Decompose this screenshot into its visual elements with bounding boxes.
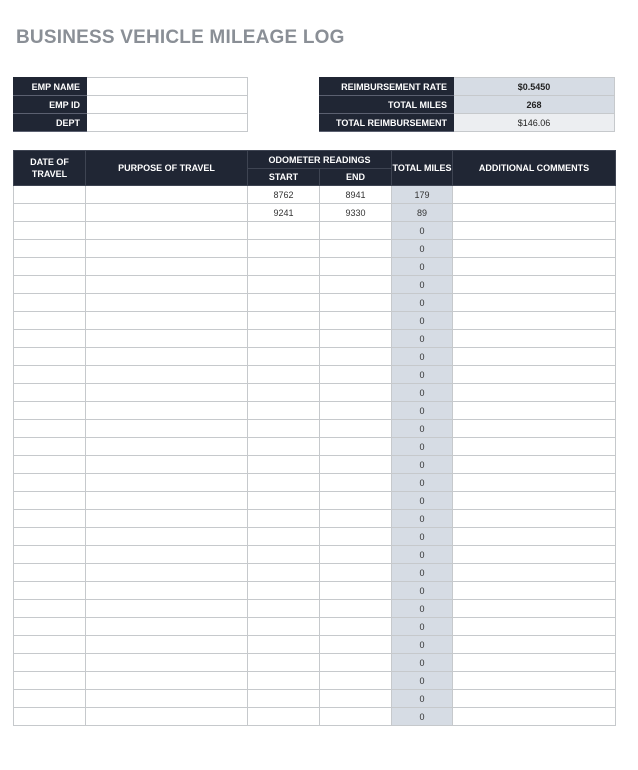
rate-label: REIMBURSEMENT RATE bbox=[320, 78, 454, 96]
purpose-cell[interactable] bbox=[86, 456, 248, 474]
table-row bbox=[14, 402, 616, 420]
date-cell[interactable] bbox=[14, 240, 86, 258]
table-row bbox=[14, 348, 616, 366]
date-cell[interactable] bbox=[14, 222, 86, 240]
end-cell[interactable]: 8941 bbox=[320, 186, 392, 204]
comments-cell[interactable] bbox=[453, 204, 616, 222]
end-cell[interactable] bbox=[320, 384, 392, 402]
end-cell[interactable] bbox=[320, 618, 392, 636]
end-cell[interactable] bbox=[320, 366, 392, 384]
purpose-cell[interactable] bbox=[86, 330, 248, 348]
start-cell[interactable] bbox=[248, 474, 320, 492]
table-row bbox=[14, 492, 616, 510]
purpose-cell[interactable] bbox=[86, 690, 248, 708]
end-cell[interactable] bbox=[320, 456, 392, 474]
date-cell[interactable] bbox=[14, 492, 86, 510]
dept-field[interactable] bbox=[87, 114, 248, 132]
purpose-cell[interactable] bbox=[86, 600, 248, 618]
start-cell[interactable] bbox=[248, 276, 320, 294]
start-cell[interactable] bbox=[248, 690, 320, 708]
start-cell[interactable] bbox=[248, 294, 320, 312]
purpose-cell[interactable] bbox=[86, 384, 248, 402]
emp-id-label: EMP ID bbox=[14, 96, 87, 114]
comments-cell[interactable] bbox=[453, 240, 616, 258]
total-reimb-value: $146.06 bbox=[454, 114, 615, 132]
table-row bbox=[14, 438, 616, 456]
header-start: START bbox=[248, 169, 320, 186]
table-row bbox=[14, 708, 616, 726]
comments-cell[interactable] bbox=[453, 330, 616, 348]
comments-cell[interactable] bbox=[453, 510, 616, 528]
start-cell[interactable] bbox=[248, 420, 320, 438]
start-cell[interactable] bbox=[248, 438, 320, 456]
emp-id-field[interactable] bbox=[87, 96, 248, 114]
table-row bbox=[14, 600, 616, 618]
comments-cell[interactable] bbox=[453, 564, 616, 582]
total-miles-cell: 0 bbox=[392, 402, 453, 420]
comments-cell[interactable] bbox=[453, 186, 616, 204]
start-cell[interactable] bbox=[248, 564, 320, 582]
total-miles-cell: 0 bbox=[392, 510, 453, 528]
start-cell[interactable] bbox=[248, 456, 320, 474]
start-cell[interactable] bbox=[248, 222, 320, 240]
date-cell[interactable] bbox=[14, 672, 86, 690]
comments-cell[interactable] bbox=[453, 708, 616, 726]
start-cell[interactable] bbox=[248, 708, 320, 726]
start-cell[interactable] bbox=[248, 510, 320, 528]
total-miles-cell: 0 bbox=[392, 546, 453, 564]
start-cell[interactable]: 9241 bbox=[248, 204, 320, 222]
table-row bbox=[14, 186, 616, 204]
purpose-cell[interactable] bbox=[86, 294, 248, 312]
start-cell[interactable] bbox=[248, 402, 320, 420]
header-purpose-of-travel: PURPOSE OF TRAVEL bbox=[86, 151, 248, 186]
table-row bbox=[14, 690, 616, 708]
end-cell[interactable] bbox=[320, 546, 392, 564]
end-cell[interactable] bbox=[320, 672, 392, 690]
date-cell[interactable] bbox=[14, 438, 86, 456]
date-cell[interactable] bbox=[14, 600, 86, 618]
comments-cell[interactable] bbox=[453, 420, 616, 438]
start-cell[interactable] bbox=[248, 240, 320, 258]
start-cell[interactable] bbox=[248, 636, 320, 654]
date-cell[interactable] bbox=[14, 654, 86, 672]
purpose-cell[interactable] bbox=[86, 402, 248, 420]
comments-cell[interactable] bbox=[453, 582, 616, 600]
purpose-cell[interactable] bbox=[86, 258, 248, 276]
total-miles-cell: 0 bbox=[392, 330, 453, 348]
table-row bbox=[14, 312, 616, 330]
total-miles-cell: 0 bbox=[392, 456, 453, 474]
dept-label: DEPT bbox=[14, 114, 87, 132]
end-cell[interactable] bbox=[320, 654, 392, 672]
start-cell[interactable] bbox=[248, 258, 320, 276]
date-cell[interactable] bbox=[14, 312, 86, 330]
comments-cell[interactable] bbox=[453, 456, 616, 474]
total-miles-cell: 0 bbox=[392, 348, 453, 366]
comments-cell[interactable] bbox=[453, 654, 616, 672]
date-cell[interactable] bbox=[14, 276, 86, 294]
total-miles-cell: 0 bbox=[392, 384, 453, 402]
end-cell[interactable] bbox=[320, 222, 392, 240]
date-cell[interactable] bbox=[14, 384, 86, 402]
rate-row bbox=[320, 78, 615, 96]
date-cell[interactable] bbox=[14, 618, 86, 636]
date-cell[interactable] bbox=[14, 456, 86, 474]
page-title: BUSINESS VEHICLE MILEAGE LOG bbox=[16, 27, 345, 48]
date-cell[interactable] bbox=[14, 330, 86, 348]
purpose-cell[interactable] bbox=[86, 348, 248, 366]
comments-cell[interactable] bbox=[453, 492, 616, 510]
total-miles-cell: 89 bbox=[392, 204, 453, 222]
total-miles-cell: 0 bbox=[392, 564, 453, 582]
header-additional-comments: ADDITIONAL COMMENTS bbox=[453, 151, 616, 186]
log-body bbox=[14, 186, 616, 726]
end-cell[interactable] bbox=[320, 240, 392, 258]
start-cell[interactable] bbox=[248, 582, 320, 600]
emp-id-row bbox=[14, 96, 248, 114]
end-cell[interactable] bbox=[320, 294, 392, 312]
end-cell[interactable] bbox=[320, 402, 392, 420]
date-cell[interactable] bbox=[14, 708, 86, 726]
comments-cell[interactable] bbox=[453, 636, 616, 654]
total-miles-cell: 0 bbox=[392, 438, 453, 456]
comments-cell[interactable] bbox=[453, 348, 616, 366]
end-cell[interactable] bbox=[320, 510, 392, 528]
comments-cell[interactable] bbox=[453, 690, 616, 708]
total-miles-cell: 0 bbox=[392, 690, 453, 708]
end-cell[interactable] bbox=[320, 600, 392, 618]
start-cell[interactable] bbox=[248, 330, 320, 348]
table-row bbox=[14, 222, 616, 240]
start-cell[interactable] bbox=[248, 672, 320, 690]
date-cell[interactable] bbox=[14, 582, 86, 600]
start-cell[interactable] bbox=[248, 546, 320, 564]
end-cell[interactable] bbox=[320, 438, 392, 456]
purpose-cell[interactable] bbox=[86, 312, 248, 330]
comments-cell[interactable] bbox=[453, 276, 616, 294]
table-row bbox=[14, 276, 616, 294]
table-row bbox=[14, 330, 616, 348]
end-cell[interactable] bbox=[320, 564, 392, 582]
employee-info-table bbox=[13, 77, 248, 132]
comments-cell[interactable] bbox=[453, 294, 616, 312]
mileage-log-table bbox=[13, 150, 616, 726]
total-miles-cell: 0 bbox=[392, 420, 453, 438]
date-cell[interactable] bbox=[14, 690, 86, 708]
date-cell[interactable] bbox=[14, 402, 86, 420]
purpose-cell[interactable] bbox=[86, 474, 248, 492]
table-row bbox=[14, 510, 616, 528]
total-miles-cell: 0 bbox=[392, 366, 453, 384]
total-miles-cell: 0 bbox=[392, 618, 453, 636]
purpose-cell[interactable] bbox=[86, 672, 248, 690]
start-cell[interactable] bbox=[248, 348, 320, 366]
purpose-cell[interactable] bbox=[86, 420, 248, 438]
purpose-cell[interactable] bbox=[86, 186, 248, 204]
start-cell[interactable] bbox=[248, 492, 320, 510]
start-cell[interactable]: 8762 bbox=[248, 186, 320, 204]
total-miles-label: TOTAL MILES bbox=[320, 96, 454, 114]
emp-name-row bbox=[14, 78, 248, 96]
comments-cell[interactable] bbox=[453, 528, 616, 546]
comments-cell[interactable] bbox=[453, 312, 616, 330]
table-row bbox=[14, 258, 616, 276]
purpose-cell[interactable] bbox=[86, 438, 248, 456]
purpose-cell[interactable] bbox=[86, 528, 248, 546]
end-cell[interactable] bbox=[320, 690, 392, 708]
date-cell[interactable] bbox=[14, 204, 86, 222]
end-cell[interactable]: 9330 bbox=[320, 204, 392, 222]
date-cell[interactable] bbox=[14, 564, 86, 582]
purpose-cell[interactable] bbox=[86, 510, 248, 528]
date-cell[interactable] bbox=[14, 258, 86, 276]
comments-cell[interactable] bbox=[453, 438, 616, 456]
purpose-cell[interactable] bbox=[86, 618, 248, 636]
purpose-cell[interactable] bbox=[86, 564, 248, 582]
table-row bbox=[14, 672, 616, 690]
date-cell[interactable] bbox=[14, 636, 86, 654]
table-row bbox=[14, 456, 616, 474]
header-odometer-readings: ODOMETER READINGS bbox=[248, 151, 392, 169]
date-cell[interactable] bbox=[14, 348, 86, 366]
total-miles-cell: 0 bbox=[392, 528, 453, 546]
purpose-cell[interactable] bbox=[86, 708, 248, 726]
start-cell[interactable] bbox=[248, 654, 320, 672]
start-cell[interactable] bbox=[248, 312, 320, 330]
total-miles-value: 268 bbox=[454, 96, 615, 114]
end-cell[interactable] bbox=[320, 276, 392, 294]
comments-cell[interactable] bbox=[453, 402, 616, 420]
table-row bbox=[14, 384, 616, 402]
purpose-cell[interactable] bbox=[86, 240, 248, 258]
end-cell[interactable] bbox=[320, 258, 392, 276]
dept-row bbox=[14, 114, 248, 132]
end-cell[interactable] bbox=[320, 474, 392, 492]
table-row bbox=[14, 654, 616, 672]
purpose-cell[interactable] bbox=[86, 222, 248, 240]
rate-field[interactable]: $0.5450 bbox=[454, 78, 615, 96]
table-row bbox=[14, 564, 616, 582]
end-cell[interactable] bbox=[320, 420, 392, 438]
date-cell[interactable] bbox=[14, 294, 86, 312]
table-row bbox=[14, 546, 616, 564]
date-cell[interactable] bbox=[14, 510, 86, 528]
date-cell[interactable] bbox=[14, 546, 86, 564]
total-miles-cell: 0 bbox=[392, 582, 453, 600]
comments-cell[interactable] bbox=[453, 384, 616, 402]
comments-cell[interactable] bbox=[453, 618, 616, 636]
comments-cell[interactable] bbox=[453, 222, 616, 240]
end-cell[interactable] bbox=[320, 708, 392, 726]
purpose-cell[interactable] bbox=[86, 204, 248, 222]
header-end: END bbox=[320, 169, 392, 186]
total-miles-cell: 179 bbox=[392, 186, 453, 204]
date-cell[interactable] bbox=[14, 186, 86, 204]
table-row bbox=[14, 636, 616, 654]
start-cell[interactable] bbox=[248, 600, 320, 618]
table-row bbox=[14, 366, 616, 384]
emp-name-label: EMP NAME bbox=[14, 78, 87, 96]
header-total-miles: TOTAL MILES bbox=[392, 151, 453, 186]
emp-name-field[interactable] bbox=[87, 78, 248, 96]
total-miles-cell: 0 bbox=[392, 276, 453, 294]
end-cell[interactable] bbox=[320, 312, 392, 330]
comments-cell[interactable] bbox=[453, 546, 616, 564]
purpose-cell[interactable] bbox=[86, 546, 248, 564]
table-row bbox=[14, 528, 616, 546]
total-miles-cell: 0 bbox=[392, 294, 453, 312]
total-miles-cell: 0 bbox=[392, 654, 453, 672]
date-cell[interactable] bbox=[14, 528, 86, 546]
start-cell[interactable] bbox=[248, 366, 320, 384]
reimbursement-table bbox=[319, 77, 615, 132]
start-cell[interactable] bbox=[248, 384, 320, 402]
header-date-of-travel: DATE OF TRAVEL bbox=[14, 151, 86, 186]
purpose-cell[interactable] bbox=[86, 492, 248, 510]
purpose-cell[interactable] bbox=[86, 636, 248, 654]
table-row bbox=[14, 474, 616, 492]
total-miles-cell: 0 bbox=[392, 222, 453, 240]
total-miles-cell: 0 bbox=[392, 312, 453, 330]
table-row bbox=[14, 204, 616, 222]
purpose-cell[interactable] bbox=[86, 654, 248, 672]
total-miles-cell: 0 bbox=[392, 258, 453, 276]
total-miles-cell: 0 bbox=[392, 492, 453, 510]
date-cell[interactable] bbox=[14, 366, 86, 384]
end-cell[interactable] bbox=[320, 636, 392, 654]
end-cell[interactable] bbox=[320, 348, 392, 366]
total-miles-cell: 0 bbox=[392, 240, 453, 258]
purpose-cell[interactable] bbox=[86, 366, 248, 384]
comments-cell[interactable] bbox=[453, 258, 616, 276]
total-miles-cell: 0 bbox=[392, 708, 453, 726]
date-cell[interactable] bbox=[14, 420, 86, 438]
start-cell[interactable] bbox=[248, 528, 320, 546]
table-row bbox=[14, 582, 616, 600]
table-row bbox=[14, 618, 616, 636]
purpose-cell[interactable] bbox=[86, 276, 248, 294]
end-cell[interactable] bbox=[320, 528, 392, 546]
total-miles-cell: 0 bbox=[392, 672, 453, 690]
total-reimb-row bbox=[320, 114, 615, 132]
total-reimb-label: TOTAL REIMBURSEMENT bbox=[320, 114, 454, 132]
total-miles-row bbox=[320, 96, 615, 114]
start-cell[interactable] bbox=[248, 618, 320, 636]
purpose-cell[interactable] bbox=[86, 582, 248, 600]
comments-cell[interactable] bbox=[453, 600, 616, 618]
table-row bbox=[14, 294, 616, 312]
end-cell[interactable] bbox=[320, 582, 392, 600]
table-row bbox=[14, 420, 616, 438]
comments-cell[interactable] bbox=[453, 672, 616, 690]
total-miles-cell: 0 bbox=[392, 600, 453, 618]
total-miles-cell: 0 bbox=[392, 474, 453, 492]
comments-cell[interactable] bbox=[453, 366, 616, 384]
end-cell[interactable] bbox=[320, 330, 392, 348]
total-miles-cell: 0 bbox=[392, 636, 453, 654]
comments-cell[interactable] bbox=[453, 474, 616, 492]
date-cell[interactable] bbox=[14, 474, 86, 492]
end-cell[interactable] bbox=[320, 492, 392, 510]
table-row bbox=[14, 240, 616, 258]
